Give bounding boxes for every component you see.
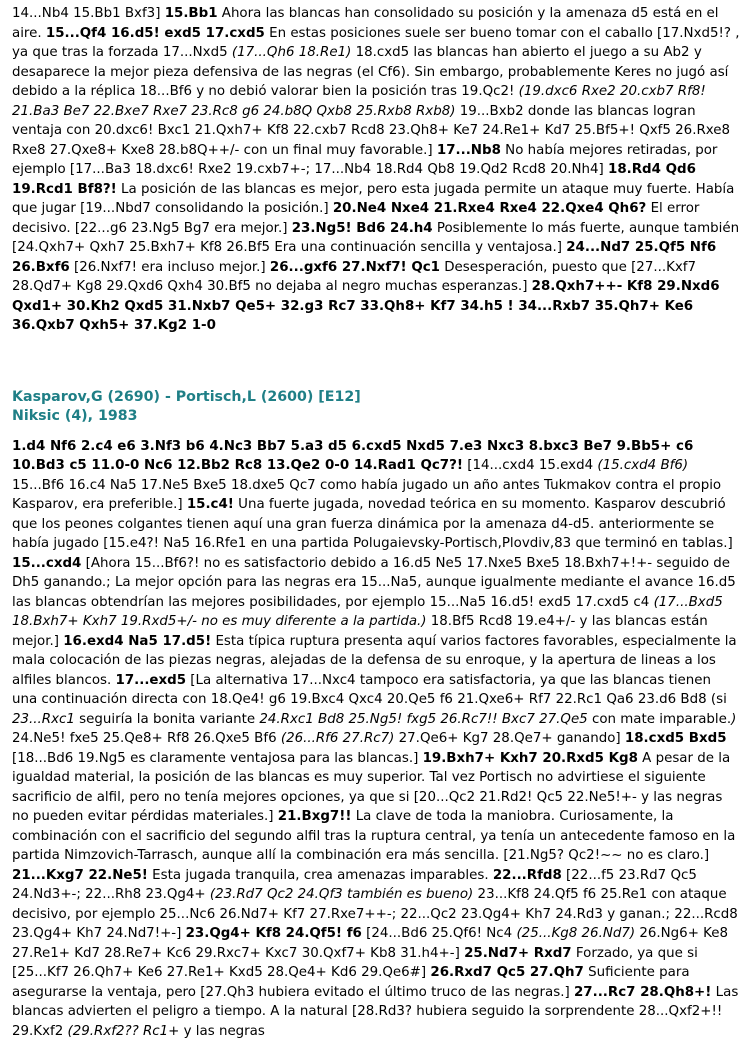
commentary-text: Esta jugada tranquila, crea amenazas imparables. — [147, 867, 493, 883]
move-text-bold: 26...gxf6 27.Nxf7! Qc1 — [269, 259, 440, 275]
move-text-bold: 17...exd5 — [115, 672, 187, 688]
move-text-bold: 16.exd4 Na5 17.d5! — [63, 633, 212, 649]
game-2-players: Kasparov,G (2690) - Portisch,L (2600) [E12] — [12, 388, 361, 405]
variation-text-italic: (17...Bxd5 18.Bxh7+ Kxh7 19.Rxd5+/- no es muy diferente a la partida.) — [12, 594, 723, 629]
commentary-text: [Ahora 15...Bf6?! no es satisfactorio debido a 16.d5 Ne5 17.Nxe5 Bxe5 18.Bxh7+!+- seguido de Dh5 ganando.; La mejor opción para las negras era 15...Na5, aunque igualmente mediante el avance 16.d5 las blancas obtendrían las mejores posibilidades, por ejemplo 15...Na5 16.d5! exd5 17.cxd5 c4 — [12, 555, 736, 610]
move-text-bold: 17...Nb8 — [436, 142, 501, 158]
commentary-text: 27.Qe6+ Kg7 28.Qe7+ ganando] — [394, 731, 625, 746]
commentary-text: Forzado, ya que si [25...Kf7 26.Qh7+ Ke6 27.Re1+ Kxd5 28.Qe4+ Kd6 29.Qe6#] — [12, 945, 698, 980]
commentary-text: Esta típica ruptura presenta aquí varios factores favorables, especialmente la mala colocación de las piezas negras, alejadas de la defensa de su enroque, y la apertura de lineas a los alfiles blancos. — [12, 633, 737, 688]
commentary-text: [26.Nxf7! era incluso mejor.] — [69, 259, 270, 275]
game-2-event: Niksic (4), 1983 — [12, 408, 138, 424]
move-text-bold: 21...Kxg7 22.Ne5! — [12, 867, 148, 883]
move-text-bold: 21.Bxg7!! — [277, 809, 352, 824]
variation-text-italic: (19.dxc6 Rxe2 20.cxb7 Rf8! 21.Ba3 Be7 22.Bxe7 Rxe7 23.Rc8 g6 24.b8Q Qxb8 25.Rxb8 Rxb8) — [12, 84, 706, 119]
move-text-bold: 24...Nd7 25.Qf5 Nf6 26.Bxf6 — [12, 240, 717, 275]
commentary-text: [14...cxd4 15.exd4 — [463, 458, 598, 473]
move-text-bold: 22...Rfd8 — [492, 867, 562, 883]
move-text-bold: 26.Rxd7 Qc5 27.Qh7 — [430, 965, 584, 980]
commentary-text: La clave de toda la maniobra. Curiosamente, la combinación con el sacrificio del segundo alfil tras la ruptura central, ya tenía un antecedente famoso en la partida Nimzovich-Tarrasch, aunque allí la combinación era más sencilla. [21.Ng5? Qc2!~~ no es claro.] — [12, 809, 736, 863]
commentary-text: [22...f5 23.Rd7 Qc5 24.Nd3+-; 22...Rh8 23.Qg4+ — [12, 867, 697, 902]
commentary-text: Suficiente para asegurarse la ventaja, pero [27.Qh3 hubiera evitado el último truco de las negras.] — [12, 965, 690, 1000]
commentary-text: El error decisivo. [22...g6 23.Ng5 Bg7 era mejor.] — [12, 201, 700, 236]
move-text-bold: 18.cxd5 Bxd5 — [624, 731, 727, 746]
variation-text-italic: 24.Rxc1 Bd8 25.Ng5! fxg5 26.Rc7!! Bxc7 27.Qe5 — [259, 711, 588, 727]
commentary-text: Una fuerte jugada, novedad teórica en su momento. Kasparov descubrió que los peones colgantes tienen aquí una gran fuerza dinámica por la amenaza d4-d5. anteriormente se había jugado [15.e4?! Na5 16.Rfe1 en una partida Polugaievsky-Portisch,Plovdiv,83 que terminó en tablas.] — [12, 497, 733, 551]
move-text-bold: 23.Ng5! Bd6 24.h4 — [291, 220, 433, 236]
commentary-text: [18...Bd6 19.Ng5 es claramente ventajosa para las blancas.] — [12, 750, 423, 766]
commentary-text: Posiblemente lo más fuerte, aunque también [24.Qxh7+ Qxh7 25.Bxh7+ Kf8 26.Bf5 Era una continuación sencilla y ventajosa.] — [12, 220, 740, 255]
move-text-bold: 28.Qxh7++- Kf8 29.Nxd6 Qxd1+ 30.Kh2 Qxd5 31.Nxb7 Qe5+ 32.g3 Rc7 33.Qh8+ Kf7 34.h5 ! 34...Rxb7 35.Qh7+ Ke6 36.Qxb7 Qxh5+ 37.Kg2 1-0 — [12, 279, 720, 333]
move-text-bold: 1.d4 Nf6 2.c4 e6 3.Nf3 b6 4.Nc3 Bb7 5.a3 d5 6.cxd5 Nxd5 7.e3 Nxc3 8.bxc3 Be7 9.Bb5+ c6 10.Bd3 c5 11.0-0 Nc6 12.Bb2 Rc8 13.Qe2 0-0 14.Rad1 Qc7?! — [12, 438, 694, 473]
variation-text-italic: 23...Rxc1 — [12, 711, 75, 727]
commentary-text: En estas posiciones suele ser bueno tomar con el caballo [17.Nxd5!? , ya que tras la forzada 17...Nxd5 — [12, 25, 740, 60]
commentary-text: y las negras — [179, 1023, 265, 1039]
variation-text-italic: (29.Rxf2?? Rc1+ — [67, 1023, 180, 1039]
variation-text-italic: (17...Qh6 18.Re1) — [231, 45, 352, 60]
commentary-text: A pesar de la igualdad material, la posición de las blancas es muy superior. Tal vez Portisch no advirtiese el siguiente sacrificio de alfil, pero no tenía mejores opciones, ya que si [20...Qc2 21.Rd2! Qc5 22.Ne5!+- y las negras no pueden evitar pérdidas materiales.] — [12, 750, 731, 824]
variation-text-italic: (25...Kg8 26.Nd7) — [516, 926, 636, 941]
commentary-text: 18.Bf5 Rcd8 19.e4+/- y las blancas están mejor.] — [12, 614, 708, 649]
commentary-text: 18.cxd5 las blancas han abierto el juego a su Ab2 y desaparece la mejor pieza defensiva de las negras (el Cf6). Sin embargo, probablemente Keres no jugó así debido a la réplica 18...Bf6 y no debió valorar bien la posición tras 19.Qc2! — [12, 45, 729, 99]
move-text-bold: 23.Qg4+ Kf8 24.Qf5! f6 — [185, 926, 362, 941]
move-text-bold: 27...Rc7 28.Qh8+! — [573, 984, 712, 1000]
variation-text-italic: (15.cxd4 Bf6) — [597, 458, 689, 473]
move-text-bold: 15.c4! — [186, 497, 234, 512]
commentary-text: 24.Ne5! fxe5 25.Qe8+ Rf8 26.Qxe5 Bf6 — [12, 731, 281, 746]
variation-text-italic: (23.Rd7 Qc2 24.Qf3 — [209, 887, 343, 902]
move-text-bold: 25.Nd7+ Rxd7 — [464, 945, 572, 961]
commentary-text: 23...Kf8 24.Qf5 f6 25.Re1 con ataque decisivo, por ejemplo 25...Nc6 26.Nd7+ Kf7 27.Rxe7++-; 22...Qc2 23.Qg4+ Kh7 24.Rd3 y ganan.; 22...Rcd8 23.Qg4+ Kh7 24.Nd7!+-] — [12, 887, 738, 941]
commentary-text: seguiría la bonita variante — [74, 711, 260, 727]
game-2-header — [12, 388, 740, 427]
commentary-text: 19...Bxb2 donde las blancas logran ventaja con 20.dxc6! Bxc1 21.Qxh7+ Kf8 22.cxb7 Rcd8 23.Qh8+ Ke7 24.Re1+ Kd7 25.Bf5+! Qxf5 26.Rxe8 Rxe8 27.Qxe8+ Kxe8 28.b8Q++/- con un final muy favorable.] — [12, 103, 731, 158]
move-text-bold: 19.Bxh7+ Kxh7 20.Rxd5 Kg8 — [422, 750, 638, 766]
move-text-bold: 15...cxd4 — [12, 555, 82, 571]
move-text-bold: 15.Bb1 — [164, 6, 218, 21]
commentary-text: [La alternativa 17...Nxc4 tampoco era satisfactoria, ya que las blancas tienen una continuación directa con 18.Qe4! g6 19.Bxc4 Qxc4 20.Qe5 f6 21.Qxe6+ Rf7 22.Rc1 Qa6 23.d6 Bd8 (si — [12, 672, 727, 707]
move-text-bold: 18.Rd4 Qd6 19.Rcd1 Bf8?! — [12, 162, 696, 197]
commentary-text: Las blancas advierten el peligro a tiempo. A la natural [28.Rd3? hubiera seguido la sorprendente 28...Qxf2+!! 29.Kxf2 — [12, 984, 739, 1039]
commentary-text: con mate imparable. — [587, 711, 732, 727]
variation-text-italic: ) — [731, 711, 737, 727]
commentary-text: No había mejores retiradas, por ejemplo [17...Ba3 18.dxc6! Rxe2 19.cxb7+-; 17...Nb4 18.Rd4 Qb8 19.Qd2 Rcd8 20.Nh4] — [12, 142, 718, 177]
game-1-annotation-text — [12, 4, 740, 336]
move-text-bold: 20.Ne4 Nxe4 21.Rxe4 Rxe4 22.Qxe4 Qh6? — [332, 201, 647, 216]
commentary-text: 26.Ng6+ Ke8 27.Re1+ Kd7 28.Re7+ Kc6 29.Rxc7+ Kxc7 30.Qxf7+ Kb8 31.h4+-] — [12, 926, 729, 961]
commentary-text: La posición de las blancas es mejor, pero esta jugada permite un ataque muy fuerte. Había que jugar [19...Nbd7 consolidando la posición.] — [12, 181, 735, 216]
commentary-text: Ahora las blancas han consolidado su posición y la amenaza d5 está en el aire. — [12, 6, 719, 41]
commentary-text: [24...Bd6 25.Qf6! Nc4 — [361, 926, 517, 941]
move-text-bold: 15...Qf4 16.d5! exd5 17.cxd5 — [45, 25, 265, 41]
variation-text-italic: también es bueno) — [346, 887, 474, 902]
commentary-text: 15...Bf6 16.c4 Na5 17.Ne5 Bxe5 18.dxe5 Qc7 como había jugado un año antes Tukmakov contra el propio Kasparov, era preferible.] — [12, 477, 722, 512]
game-2-annotation-text — [12, 437, 740, 1042]
commentary-text: Desesperación, puesto que [27...Kxf7 28.Qd7+ Kg8 29.Qxd6 Qxh4 30.Bf5 no dejaba al negro muchas esperanzas.] — [12, 259, 697, 294]
variation-text-italic: (26...Rf6 27.Rc7) — [280, 731, 395, 746]
document-page — [12, 4, 740, 1041]
commentary-text: 14...Nb4 15.Bb1 Bxf3] — [12, 6, 165, 21]
